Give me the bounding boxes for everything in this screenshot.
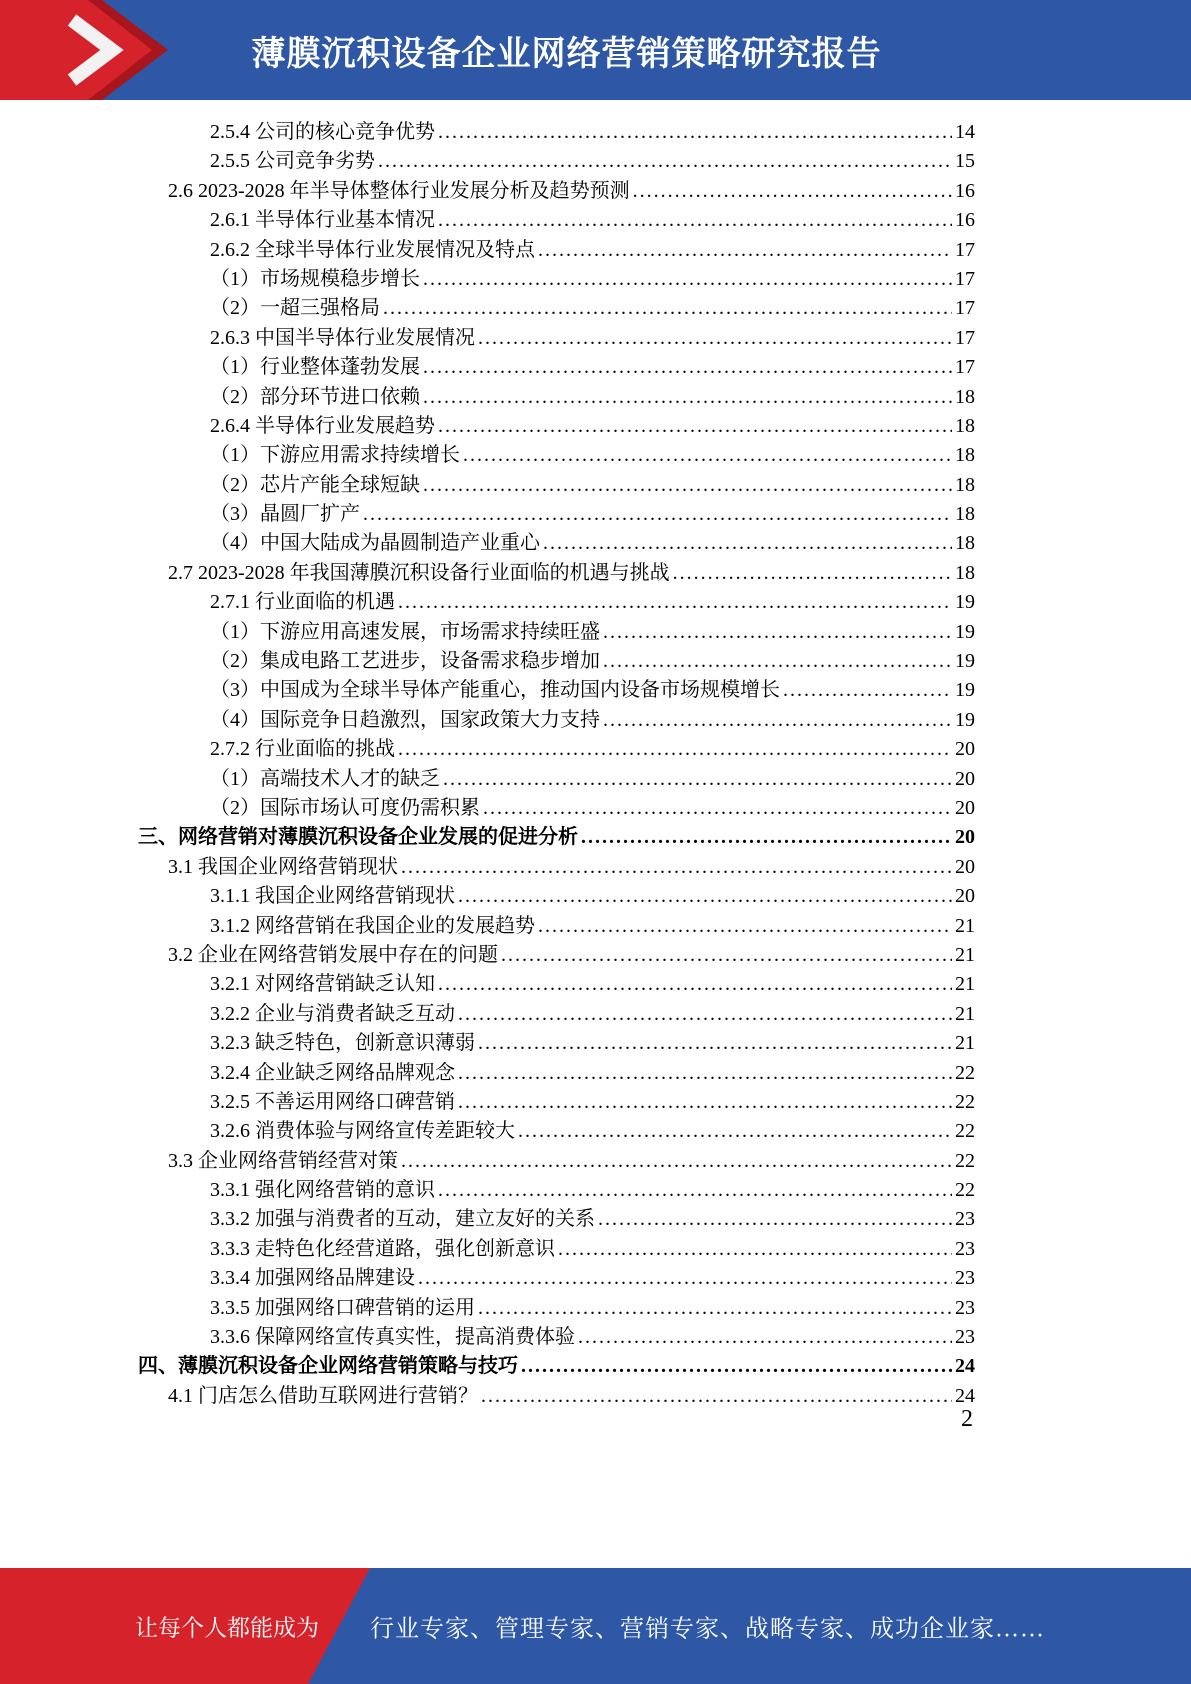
toc-entry-text: （2）一超三强格局 [210,297,380,320]
toc-entry [210,618,975,647]
toc-entry-text: 2.5.4 公司的核心竞争优势 [210,121,435,143]
toc-page-number: 24 [955,1355,975,1378]
toc-entry [210,471,975,500]
toc-entry [210,412,975,441]
toc-entry-text: （4）中国大陆成为晶圆制造产业重心 [210,532,540,555]
toc-page-number: 21 [955,914,975,937]
toc-entry [210,912,975,941]
toc-entry [210,1176,975,1205]
toc-entry [210,1088,975,1117]
toc-entry [210,500,975,529]
toc-dot-leader [603,647,952,676]
toc-entry [210,1323,975,1352]
toc-dot-leader [401,853,952,882]
toc-dot-leader [478,1294,952,1323]
toc-page-number: 22 [955,1120,975,1143]
toc-entry-text: （1）行业整体蓬勃发展 [210,356,420,379]
toc-entry-text: 四、薄膜沉积设备企业网络营销策略与技巧 [138,1355,518,1378]
toc-entry-text: 3.3 企业网络营销经营对策 [168,1149,398,1172]
toc-dot-leader [483,794,952,823]
toc-dot-leader [581,823,952,852]
toc-entry-text: 3.1.2 网络营销在我国企业的发展趋势 [210,914,535,937]
toc-page-number: 18 [955,473,975,496]
toc-page-number: 23 [955,1267,975,1290]
toc-entry [210,118,975,147]
table-of-contents [138,118,975,1411]
toc-entry-text: 2.6.2 全球半导体行业发展情况及特点 [210,238,535,261]
toc-entry-text: 3.3.3 走特色化经营道路，强化创新意识 [210,1237,555,1260]
toc-page-number: 18 [955,444,975,467]
toc-page-number: 23 [955,1208,975,1231]
toc-dot-leader [378,147,952,176]
toc-dot-leader [398,588,952,617]
toc-dot-leader [438,206,952,235]
toc-page-number: 24 [955,1384,975,1407]
toc-dot-leader [783,676,952,705]
toc-entry-text: 3.3.5 加强网络口碑营销的运用 [210,1296,475,1319]
toc-dot-leader [363,500,952,529]
toc-entry-text: 3.2.1 对网络营销缺乏认知 [210,973,435,996]
toc-page-number: 16 [955,209,975,232]
toc-page-number: 14 [955,121,975,143]
toc-dot-leader [673,559,952,588]
toc-page-number: 17 [955,356,975,379]
page-header [0,0,1191,100]
toc-entry [210,735,975,764]
toc-entry-text: 三、网络营销对薄膜沉积设备企业发展的促进分析 [138,826,578,849]
toc-page-number: 17 [955,238,975,261]
toc-dot-leader [458,1000,952,1029]
toc-dot-leader [443,765,952,794]
toc-entry-text: （2）国际市场认可度仍需积累 [210,796,480,819]
toc-dot-leader [438,412,952,441]
toc-entry [210,676,975,705]
toc-entry [168,559,975,588]
toc-page-number: 18 [955,385,975,408]
toc-entry-text: 3.2.5 不善运用网络口碑营销 [210,1090,455,1113]
toc-entry [210,353,975,382]
toc-page-number: 19 [955,708,975,731]
toc-entry [168,853,975,882]
toc-dot-leader [543,529,952,558]
toc-page-number: 22 [955,1149,975,1172]
toc-entry-text: （1）市场规模稳步增长 [210,267,420,290]
toc-entry-text: 2.7 2023-2028 年我国薄膜沉积设备行业面临的机遇与挑战 [168,561,670,584]
toc-page-number: 17 [955,267,975,290]
toc-entry [210,147,975,176]
toc-entry-text: 3.2 企业在网络营销发展中存在的问题 [168,943,498,966]
toc-page-number: 20 [955,855,975,878]
toc-entry-text: 3.2.3 缺乏特色，创新意识薄弱 [210,1032,475,1055]
toc-dot-leader [518,1117,952,1146]
toc-page-number: 19 [955,679,975,702]
toc-entry [138,1352,975,1381]
toc-entry-text: 3.3.2 加强与消费者的互动，建立友好的关系 [210,1208,595,1231]
toc-page-number: 21 [955,1002,975,1025]
toc-dot-leader [418,1264,952,1293]
toc-page-number: 18 [955,414,975,437]
toc-entry [210,1264,975,1293]
toc-entry [210,588,975,617]
toc-entry [210,1294,975,1323]
toc-entry-text: （2）集成电路工艺进步，设备需求稳步增加 [210,650,600,673]
toc-dot-leader [438,970,952,999]
toc-entry [210,706,975,735]
toc-entry [210,236,975,265]
toc-dot-leader [438,1176,952,1205]
toc-entry-text: 4.1 门店怎么借助互联网进行营销？ [168,1384,478,1407]
toc-dot-leader [501,941,952,970]
toc-dot-leader [603,706,952,735]
toc-entry [210,1000,975,1029]
toc-entry-text: 2.6.3 中国半导体行业发展情况 [210,326,475,349]
toc-page-number: 17 [955,297,975,320]
toc-entry [210,1059,975,1088]
toc-dot-leader [478,324,952,353]
toc-entry-text: （1）下游应用高速发展，市场需求持续旺盛 [210,620,600,643]
toc-dot-leader [481,1382,952,1411]
toc-entry-text: （2）芯片产能全球短缺 [210,473,420,496]
toc-page-number: 18 [955,503,975,526]
toc-dot-leader [398,735,952,764]
toc-page-number: 16 [955,179,975,202]
toc-entry [210,765,975,794]
toc-entry [138,823,975,852]
toc-entry-text: （1）下游应用需求持续增长 [210,444,460,467]
toc-page-number: 22 [955,1090,975,1113]
toc-page-number: 17 [955,326,975,349]
toc-entry [210,441,975,470]
toc-entry [210,647,975,676]
toc-entry [210,1117,975,1146]
toc-entry-text: 2.6.1 半导体行业基本情况 [210,209,435,232]
toc-entry [210,970,975,999]
toc-entry [210,294,975,323]
toc-entry-text: 3.3.4 加强网络品牌建设 [210,1267,415,1290]
toc-dot-leader [423,471,952,500]
page-footer [0,1568,1191,1684]
toc-dot-leader [458,882,952,911]
toc-entry-text: 3.1.1 我国企业网络营销现状 [210,885,455,908]
toc-page-number: 21 [955,943,975,966]
toc-entry [210,1205,975,1234]
toc-entry [210,324,975,353]
toc-entry-text: 2.6 2023-2028 年半导体整体行业发展分析及趋势预测 [168,179,630,202]
toc-page-number: 18 [955,561,975,584]
toc-dot-leader [633,177,952,206]
toc-dot-leader [521,1352,952,1381]
page-number: 2 [961,1406,973,1432]
toc-dot-leader [423,353,952,382]
toc-page-number: 21 [955,973,975,996]
toc-entry [210,529,975,558]
toc-page-number: 22 [955,1179,975,1202]
toc-page-number: 23 [955,1296,975,1319]
toc-entry [168,1382,975,1411]
toc-dot-leader [598,1205,952,1234]
toc-page-number: 23 [955,1326,975,1349]
toc-page-number: 18 [955,532,975,555]
toc-entry-text: （4）国际竞争日趋激烈，国家政策大力支持 [210,708,600,731]
toc-entry [210,882,975,911]
toc-entry-text: 3.2.2 企业与消费者缺乏互动 [210,1002,455,1025]
toc-page-number: 22 [955,1061,975,1084]
toc-dot-leader [383,294,952,323]
toc-dot-leader [538,912,952,941]
toc-dot-leader [458,1059,952,1088]
toc-dot-leader [401,1147,952,1176]
toc-dot-leader [463,441,952,470]
toc-dot-leader [438,118,952,147]
report-title: 薄膜沉积设备企业网络营销策略研究报告 [251,34,882,73]
toc-entry [168,1147,975,1176]
toc-page-number: 20 [955,885,975,908]
toc-entry [210,1235,975,1264]
toc-entry-text: 3.2.4 企业缺乏网络品牌观念 [210,1061,455,1084]
toc-dot-leader [458,1088,952,1117]
toc-dot-leader [423,383,952,412]
toc-entry-text: 3.1 我国企业网络营销现状 [168,855,398,878]
toc-entry-text: 3.3.1 强化网络营销的意识 [210,1179,435,1202]
toc-page-number: 19 [955,620,975,643]
toc-dot-leader [603,618,952,647]
toc-page-number: 20 [955,738,975,761]
footer-slogan-right: 行业专家、管理专家、营销专家、战略专家、成功企业家…… [370,1616,1045,1643]
toc-entry [168,941,975,970]
toc-entry [210,206,975,235]
toc-entry [210,265,975,294]
toc-entry-text: （1）高端技术人才的缺乏 [210,767,440,790]
toc-entry-text: （2）部分环节进口依赖 [210,385,420,408]
toc-dot-leader [478,1029,952,1058]
toc-page-number: 21 [955,1032,975,1055]
toc-entry-text: （3）晶圆厂扩产 [210,503,360,526]
toc-entry-text: 3.3.6 保障网络宣传真实性，提高消费体验 [210,1326,575,1349]
toc-entry [168,177,975,206]
toc-page-number: 19 [955,650,975,673]
toc-entry-text: 3.2.6 消费体验与网络宣传差距较大 [210,1120,515,1143]
toc-entry [210,1029,975,1058]
toc-entry [210,383,975,412]
toc-entry [210,794,975,823]
toc-dot-leader [578,1323,952,1352]
toc-dot-leader [538,236,952,265]
toc-page-number: 20 [955,796,975,819]
toc-entry-text: 2.5.5 公司竞争劣势 [210,150,375,173]
toc-entry-text: 2.7.2 行业面临的挑战 [210,738,395,761]
toc-page-number: 20 [955,767,975,790]
toc-page-number: 20 [955,826,975,849]
toc-page-number: 23 [955,1237,975,1260]
toc-page-number: 15 [955,150,975,173]
footer-slogan-left: 让每个人都能成为 [135,1614,319,1641]
toc-entry-text: 2.7.1 行业面临的机遇 [210,591,395,614]
toc-dot-leader [558,1235,952,1264]
toc-dot-leader [423,265,952,294]
toc-entry-text: （3）中国成为全球半导体产能重心，推动国内设备市场规模增长 [210,679,780,702]
toc-page-number: 19 [955,591,975,614]
toc-entry-text: 2.6.4 半导体行业发展趋势 [210,414,435,437]
